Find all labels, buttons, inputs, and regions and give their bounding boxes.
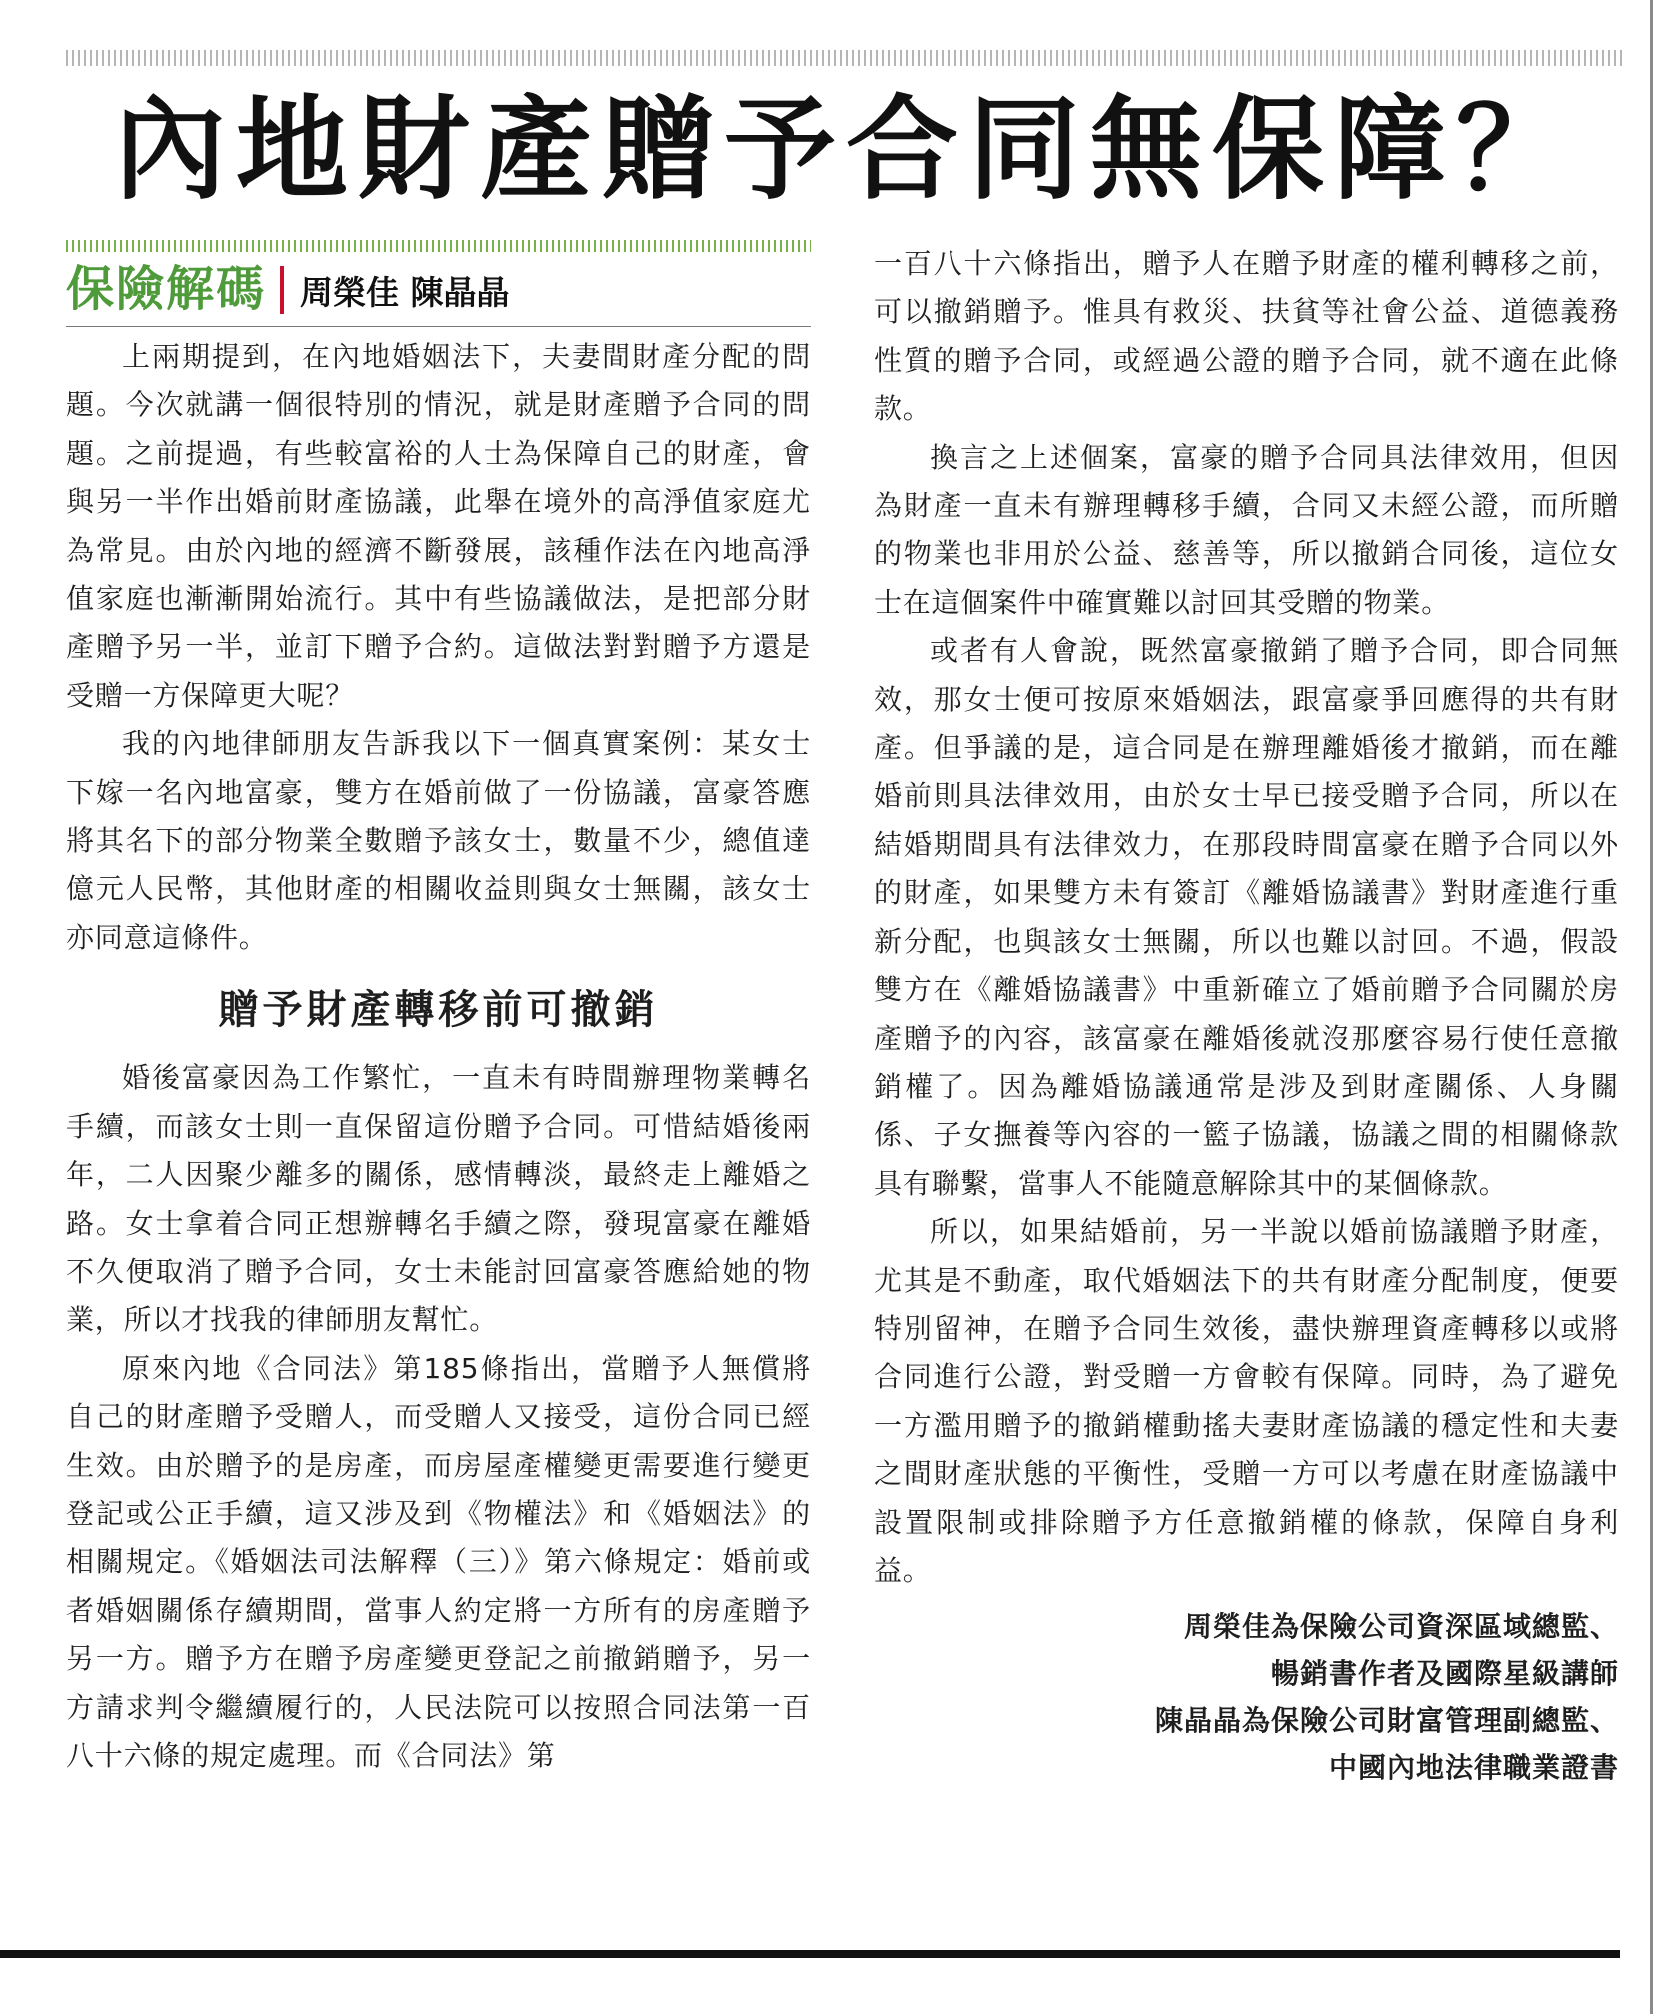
paragraph: 婚後富豪因為工作繁忙，一直未有時間辦理物業轉名手續，而該女士則一直保留這份贈予合同。可惜結婚後兩年，二人因聚少離多的關係，感情轉淡，最終走上離婚之路。女士拿着合同正想辦轉名手續之際，發現富豪在離婚不久便取消了贈予合同，女士未能討回富豪答應給她的物業，所以才找我的律師朋友幫忙。: [66, 1061, 811, 1337]
column-dotted-rule: [66, 240, 811, 252]
byline-divider: [280, 266, 284, 314]
paragraph: 換言之上述個案，富豪的贈予合同具法律效用，但因為財產一直未有辦理轉移手續，合同又未經公證，而所贈的物業也非用於公益、慈善等，所以撤銷合同後，這位女士在這個案件中確實難以討回其受贈的物業。: [874, 440, 1619, 619]
bottom-rule: [0, 1950, 1620, 1958]
credit-line: 暢銷書作者及國際星級講師: [1270, 1657, 1619, 1691]
paragraph: 所以，如果結婚前，另一半說以婚前協議贈予財產，尤其是不動產，取代婚姻法下的共有財產分配制度，便要特別留神，在贈予合同生效後，盡快辦理資產轉移以或將合同進行公證，對受贈一方會較有保障。同時，為了避免一方濫用贈予的撤銷權動搖夫妻財產協議的穩定性和夫妻之間財產狀態的平衡性，受贈一方可以考慮在財產協議中設置限制或排除贈予方任意撤銷權的條款，保障自身利益。: [874, 1215, 1619, 1587]
top-dotted-rule: [66, 50, 1626, 66]
credit-line: 中國內地法律職業證書: [1328, 1751, 1619, 1785]
column-name: 保險解碼: [66, 261, 267, 317]
paragraph: 上兩期提到，在內地婚姻法下，夫妻間財產分配的問題。今次就講一個很特別的情況，就是財產贈予合同的問題。之前提過，有些較富裕的人士為保障自己的財產，會與另一半作出婚前財產協議，此舉在境外的高淨值家庭尤為常見。由於內地的經濟不斷發展，該種作法在內地高淨值家庭也漸漸開始流行。其中有些協議做法，是把部分財產贈予另一半，並訂下贈予合約。這做法對對贈予方還是受贈一方保障更大呢？: [66, 340, 811, 712]
subheading: 贈予財產轉移前可撤銷: [218, 987, 659, 1034]
paragraph: 一百八十六條指出，贈予人在贈予財產的權利轉移之前，可以撤銷贈予。惟具有救災、扶貧等社會公益、道德義務性質的贈予合同，或經過公證的贈予合同，就不適在此條款。: [874, 247, 1619, 426]
credit-line: 陳晶晶為保險公司財富管理副總監、: [1154, 1704, 1619, 1738]
right-column: [874, 240, 1619, 1791]
author-credits: [874, 1603, 1619, 1791]
headline: 內地財產贈予合同無保障？: [114, 85, 1578, 215]
column-authors: 周榮佳 陳晶晶: [300, 273, 510, 312]
byline: [66, 260, 811, 327]
paragraph: 我的內地律師朋友告訴我以下一個真實案例：某女士下嫁一名內地富豪，雙方在婚前做了一份協議，富豪答應將其名下的部分物業全數贈予該女士，數量不少，總值達億元人民幣，其他財產的相關收益則與女士無關，該女士亦同意這條件。: [66, 727, 811, 954]
paragraph: 原來內地《合同法》第185條指出，當贈予人無償將自己的財產贈予受贈人，而受贈人又接受，這份合同已經生效。由於贈予的是房產，而房屋產權變更需要進行變更登記或公正手續，這又涉及到《物權法》和《婚姻法》的相關規定。《婚姻法司法解釋（三）》第六條規定：婚前或者婚姻關係存續期間，當事人約定將一方所有的房產贈予另一方。贈予方在贈予房產變更登記之前撤銷贈予，另一方請求判令繼續履行的，人民法院可以按照合同法第一百八十六條的規定處理。而《合同法》第: [66, 1351, 811, 1772]
paragraph: 或者有人會說，既然富豪撤銷了贈予合同，即合同無效，那女士便可按原來婚姻法，跟富豪爭回應得的共有財產。但爭議的是，這合同是在辦理離婚後才撤銷，而在離婚前則具法律效用，由於女士早已接受贈予合同，所以在結婚期間具有法律效力，在那段時間富豪在贈予合同以外的財產，如果雙方未有簽訂《離婚協議書》對財產進行重新分配，也與該女士無關，所以也難以討回。不過，假設雙方在《離婚協議書》中重新確立了婚前贈予合同關於房產贈予的內容，該富豪在離婚後就沒那麼容易行使任意撤銷權了。因為離婚協議通常是涉及到財產關係、人身關係、子女撫養等內容的一籃子協議，協議之間的相關條款具有聯繫，當事人不能隨意解除其中的某個條款。: [874, 634, 1619, 1200]
credit-line: 周榮佳為保險公司資深區域總監、: [1183, 1610, 1619, 1644]
left-column: [66, 240, 811, 1780]
page-edge: [1650, 0, 1653, 2014]
